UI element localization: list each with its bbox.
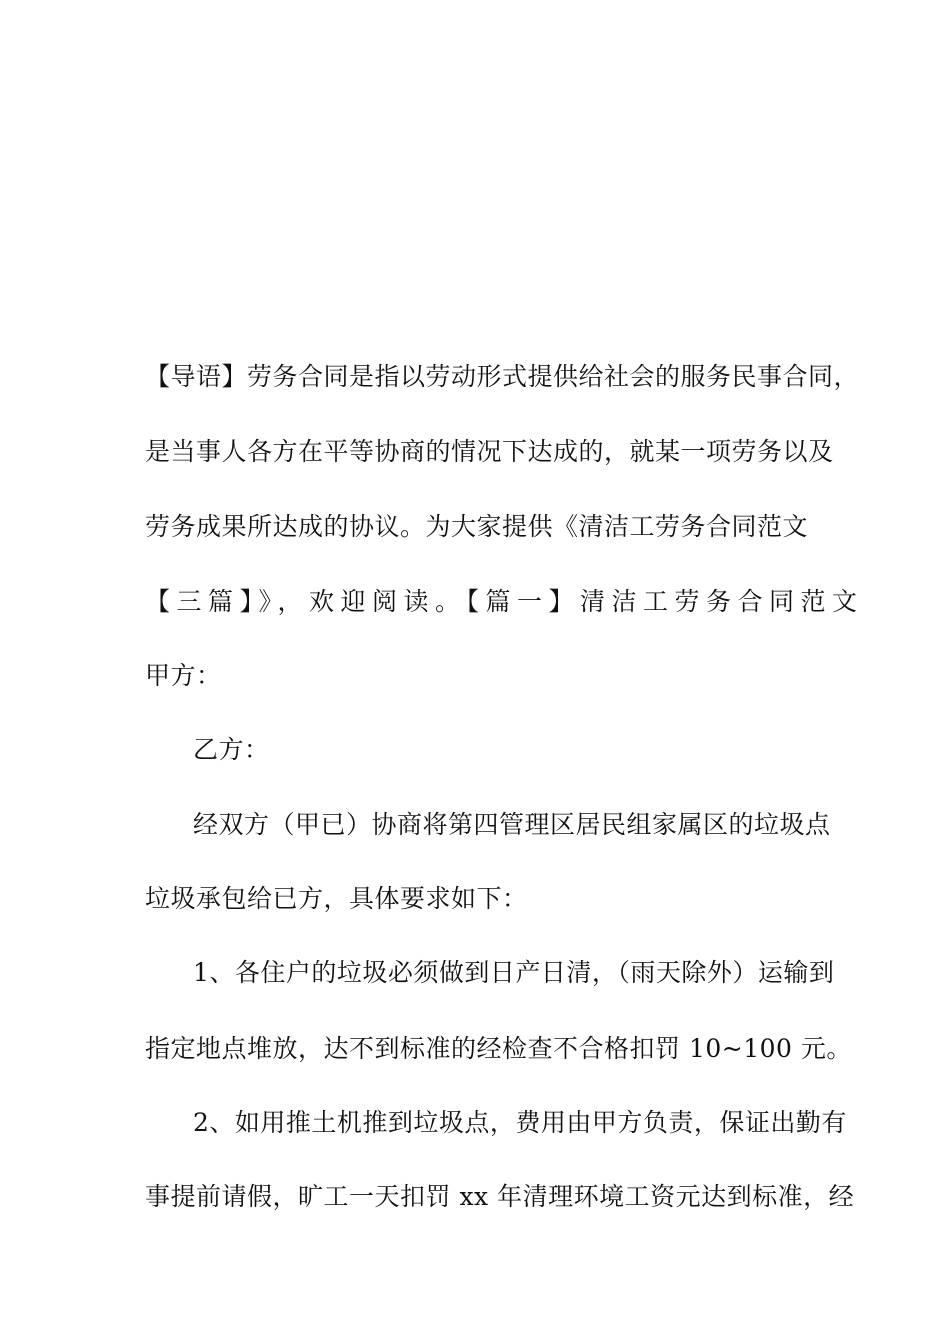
clause-2-line-1: 2、如用推土机推到垃圾点，费用由甲方负责，保证出勤有: [193, 1108, 847, 1137]
intro-line-3: 劳务成果所达成的协议。为大家提供《清洁工劳务合同范文: [145, 512, 809, 541]
intro-line-1: 【导语】劳务合同是指以劳动形式提供给社会的服务民事合同，: [145, 362, 860, 391]
clause-1-line-1: 1、各住户的垃圾必须做到日产日清，（雨天除外）运输到: [193, 958, 835, 987]
clause-2-line-2: 事提前请假，旷工一天扣罚 xx 年清理环境工资元达到标准，经: [145, 1182, 855, 1211]
intro-line-2: 是当事人各方在平等协商的情况下达成的，就某一项劳务以及: [145, 437, 834, 466]
intro-line-4: 【三篇】》，欢迎阅读。【篇一】清洁工劳务合同范文: [145, 587, 864, 616]
agreement-line-2: 垃圾承包给已方，具体要求如下：: [145, 884, 528, 913]
agreement-line-1: 经双方（甲已）协商将第四管理区居民组家属区的垃圾点: [193, 810, 831, 839]
clause-1-line-2: 指定地点堆放，达不到标准的经检查不合格扣罚 10~100 元。: [145, 1034, 852, 1063]
party-a-label: 甲方：: [145, 661, 222, 690]
party-b-label: 乙方：: [193, 735, 270, 764]
